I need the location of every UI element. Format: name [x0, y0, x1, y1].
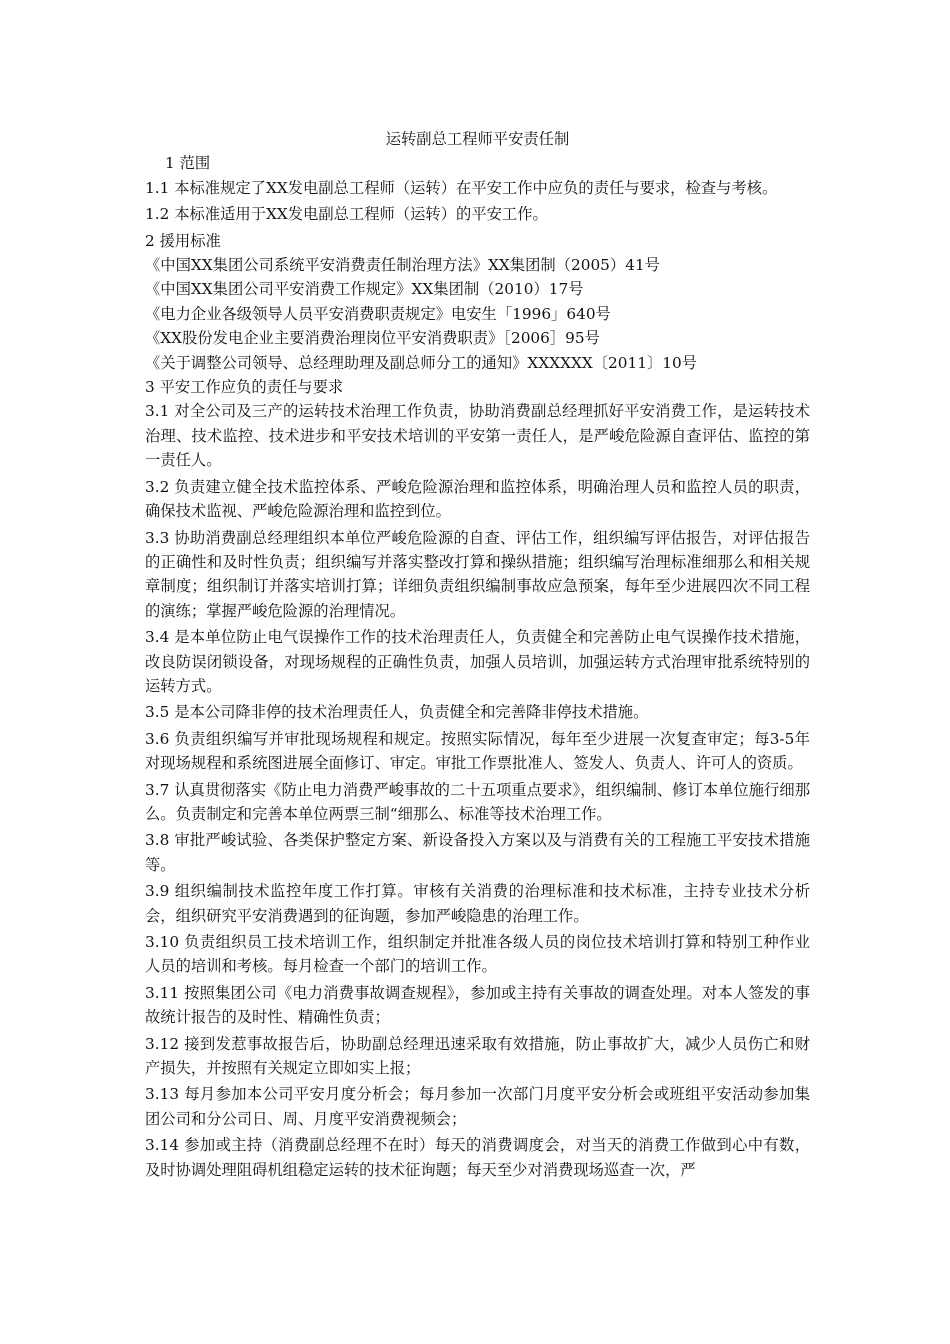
clause-3-3: 3.3 协助消费副总经理组织本单位严峻危险源的自查、评估工作，组织编写评估报告，对评估报告的正确性和及时性负责；组织编写并落实整改打算和操纵措施；组织编写治理标准细那么和相关规章制度；组织制订并落实培训打算；详细负责组织编制事故应急预案，每年至少进展四次不同工程的演练；掌握严峻危险源的治理情况。 [145, 528, 810, 620]
clause-3-14: 3.14 参加或主持（消费副总经理不在时）每天的消费调度会，对当天的消费工作做到心中有数，及时协调处理阻碍机组稳定运转的技术征询题；每天至少对消费现场巡查一次，严 [145, 1136, 810, 1179]
clause-3-9: 3.9 组织编制技术监控年度工作打算。审核有关消费的治理标准和技术标准，主持专业技术分析会，组织研究平安消费遇到的征询题，参加严峻隐患的治理工作。 [145, 882, 810, 925]
reference-item: 《电力企业各级领导人员平安消费职责规定》电安生「1996」640号 [145, 304, 611, 323]
document-title: 运转副总工程师平安责任制 [385, 130, 570, 148]
clause-3-5: 3.5 是本公司降非停的技术治理责任人，负责健全和完善降非停技术措施。 [145, 703, 649, 722]
clause-1-1: 1.1 本标准规定了XX发电副总工程师（运转）在平安工作中应负的责任与要求，检查与考核。 [145, 178, 778, 197]
reference-item: 《关于调整公司领导、总经理助理及副总师分工的通知》XXXXXX〔2011〕10号 [145, 353, 698, 372]
clause-3-4: 3.4 是本单位防止电气误操作工作的技术治理责任人，负责健全和完善防止电气误操作技术措施，改良防误闭锁设备，对现场规程的正确性负责，加强人员培训，加强运转方式治理审批系统特别的运转方式。 [145, 628, 810, 695]
section-heading-references: 2 援用标准 [145, 231, 221, 250]
reference-item: 《中国XX集团公司平安消费工作规定》XX集团制（2010）17号 [145, 280, 584, 299]
section-heading-responsibilities: 3 平安工作应负的责任与要求 [145, 378, 344, 397]
clause-3-2: 3.2 负责建立健全技术监控体系、严峻危险源治理和监控体系，明确治理人员和监控人员的职责，确保技术监视、严峻危险源治理和监控到位。 [145, 477, 810, 521]
clause-1-2: 1.2 本标准适用于XX发电副总工程师（运转）的平安工作。 [145, 205, 548, 224]
reference-item: 《中国XX集团公司系统平安消费责任制治理方法》XX集团制（2005）41号 [145, 256, 660, 275]
clause-3-10: 3.10 负责组织员工技术培训工作，组织制定并批准各级人员的岗位技术培训打算和特别工种作业人员的培训和考核。每月检查一个部门的培训工作。 [145, 933, 810, 976]
clause-3-11: 3.11 按照集团公司《电力消费事故调查规程》，参加或主持有关事故的调查处理。对本人签发的事故统计报告的及时性、精确性负责； [145, 983, 810, 1027]
clause-3-7: 3.7 认真贯彻落实《防止电力消费严峻事故的二十五项重点要求》，组织编制、修订本单位施行细那么。负责制定和完善本单位两票三制“细那么、标准等技术治理工作。 [145, 780, 810, 823]
document-page [145, 127, 810, 1184]
clause-3-8: 3.8 审批严峻试验、各类保护整定方案、新设备投入方案以及与消费有关的工程施工平安技术措施等。 [145, 831, 810, 874]
clause-3-6: 3.6 负责组织编写并审批现场规程和规定。按照实际情况，每年至少进展一次复查审定；每3-5年对现场规程和系统图进展全面修订、审定。审批工作票批准人、签发人、负责人、许可人的资质。 [145, 729, 810, 773]
clause-3-13: 3.13 每月参加本公司平安月度分析会；每月参加一次部门月度平安分析会或班组平安活动参加集团公司和分公司日、周、月度平安消费视频会； [145, 1085, 810, 1128]
section-heading-scope: 1 范围 [165, 154, 211, 173]
clause-3-12: 3.12 接到发惹事故报告后，协助副总经理迅速采取有效措施，防止事故扩大，减少人员伤亡和财产损失，并按照有关规定立即如实上报； [145, 1034, 810, 1078]
clause-3-1: 3.1 对全公司及三产的运转技术治理工作负责，协助消费副总经理抓好平安消费工作，是运转技术治理、技术监控、技术进步和平安技术培训的平安第一责任人，是严峻危险源自查评估、监控的第一责任人。 [145, 402, 810, 470]
reference-item: 《XX股份发电企业主要消费治理岗位平安消费职责》［2006］95号 [145, 329, 600, 348]
